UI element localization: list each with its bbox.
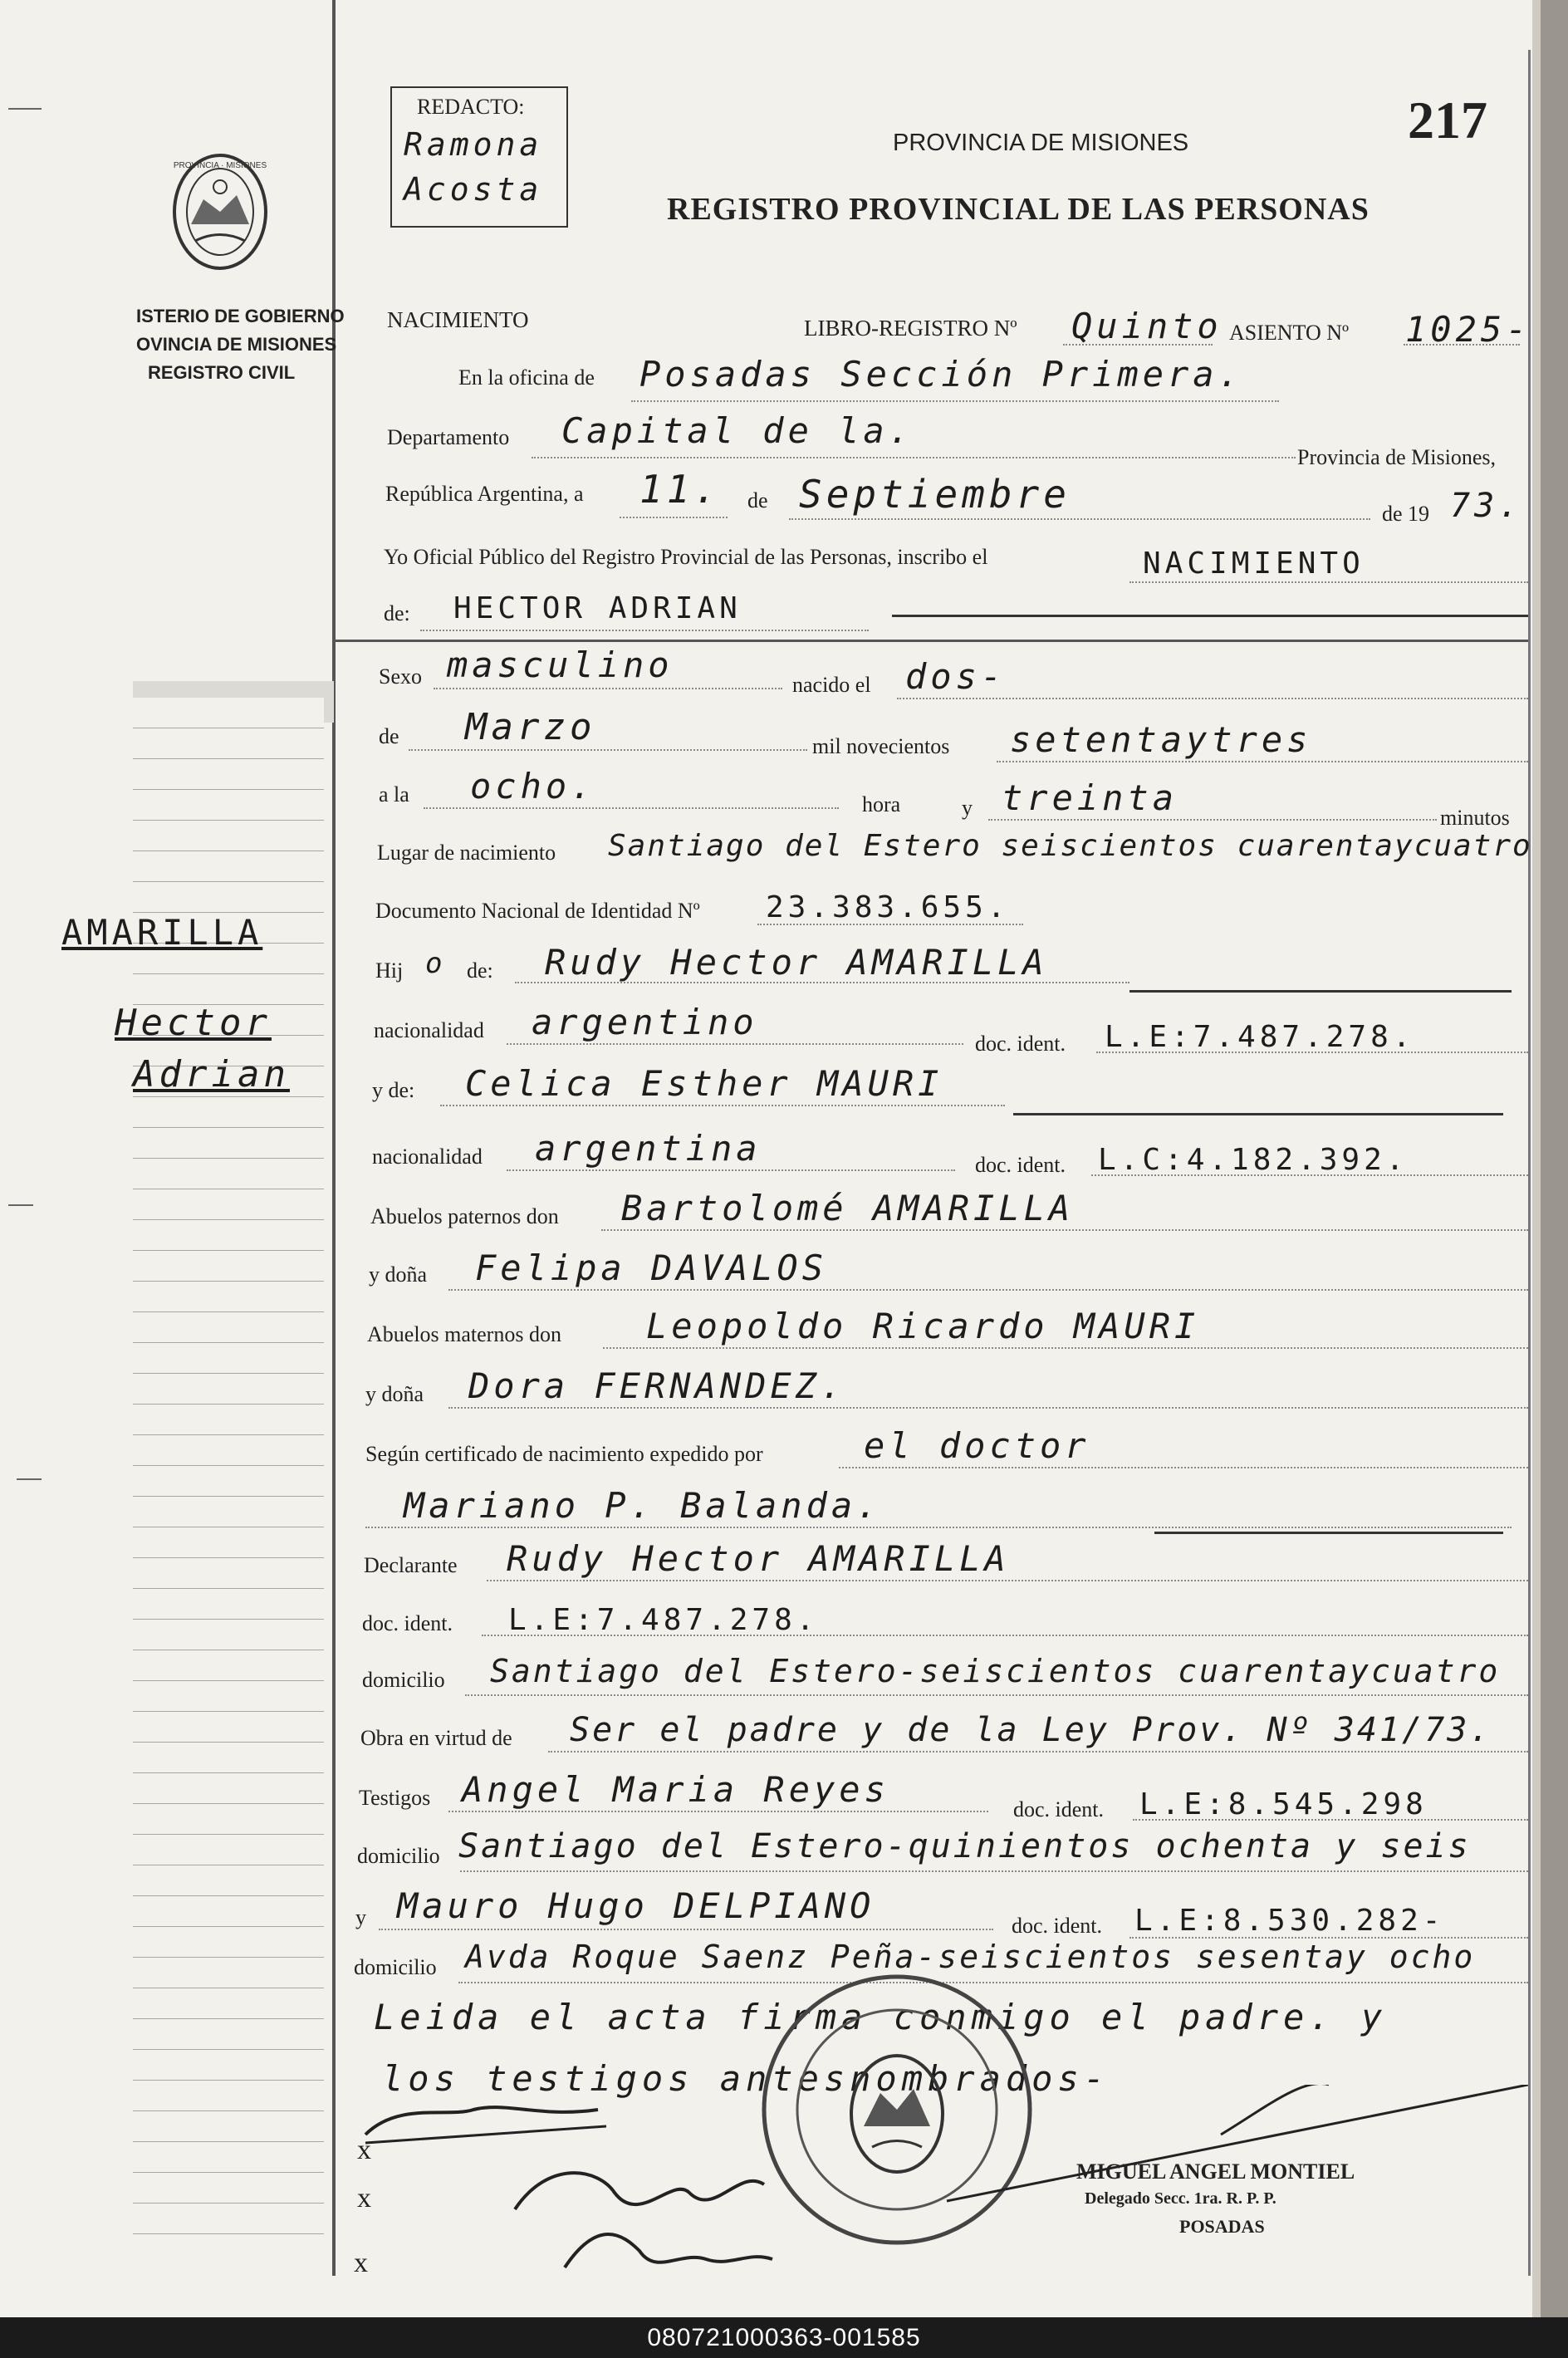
dni-value: 23.383.655. bbox=[766, 890, 1010, 924]
asiento-label: ASIENTO Nº bbox=[1229, 321, 1350, 345]
hora-label: hora bbox=[862, 792, 901, 816]
de-mes-label: de bbox=[379, 724, 399, 748]
nacido-label: nacido el bbox=[792, 673, 871, 697]
minutos-label: minutos bbox=[1440, 806, 1510, 830]
hijo-de-label: de: bbox=[467, 958, 493, 983]
margin-apellido: AMARILLA bbox=[61, 912, 263, 953]
doctor-value: Mariano P. Balanda. bbox=[404, 1485, 882, 1526]
asiento-value: 1025- bbox=[1405, 309, 1531, 350]
segun-value: el doctor bbox=[864, 1425, 1090, 1466]
province-title: PROVINCIA DE MISIONES bbox=[893, 130, 1189, 156]
margin-nombre-2: Adrian bbox=[133, 1053, 290, 1096]
declarante-value: Rudy Hector AMARILLA bbox=[507, 1538, 1010, 1579]
domicilio-testigo-2-value: Avda Roque Saenz Peña-seiscientos sesentay ocho bbox=[465, 1939, 1476, 1975]
redacto-name-1: Ramona bbox=[404, 126, 543, 163]
cross-mark-2: x bbox=[357, 2183, 371, 2213]
y-testigo-label: y bbox=[355, 1905, 366, 1929]
libro-value: Quinto bbox=[1071, 306, 1223, 346]
hijo-gender: o bbox=[425, 947, 447, 980]
redacto-name-2: Acosta bbox=[404, 171, 543, 208]
de-label: de bbox=[747, 488, 768, 512]
domicilio-value: Santiago del Estero-seiscientos cuarentaycuatro bbox=[490, 1653, 1501, 1689]
ala-label: a la bbox=[379, 782, 409, 806]
margin-nombre-1: Hector bbox=[115, 1002, 272, 1044]
abuelo-paterno-value: Bartolomé AMARILLA bbox=[621, 1188, 1075, 1228]
anio-label: de 19 bbox=[1382, 502, 1430, 526]
binding-mark bbox=[17, 1478, 42, 1480]
oficina-value: Posadas Sección Primera. bbox=[639, 354, 1243, 395]
testigo-2-doc-value: L.E:8.530.282- bbox=[1134, 1904, 1445, 1938]
obra-value: Ser el padre y de la Ley Prov. Nº 341/73. bbox=[570, 1711, 1492, 1749]
mil-value: setentaytres bbox=[1010, 719, 1312, 760]
nacionalidad-madre-value: argentina bbox=[535, 1128, 762, 1169]
declarante-doc-value: L.E:7.487.278. bbox=[508, 1603, 819, 1637]
departamento-label: Departamento bbox=[387, 425, 510, 449]
lugar-value: Santiago del Estero seiscientos cuarentaycuatro bbox=[608, 829, 1532, 863]
provincial-seal-icon bbox=[166, 150, 274, 282]
nacionalidad-madre-label: nacionalidad bbox=[372, 1145, 483, 1169]
record-type: NACIMIENTO bbox=[387, 307, 529, 332]
libro-label: LIBRO-REGISTRO Nº bbox=[804, 316, 1017, 341]
doc-padre-value: L.E:7.487.278. bbox=[1105, 1020, 1415, 1054]
de-nombre-label: de: bbox=[384, 601, 410, 625]
y-label: y bbox=[962, 796, 973, 820]
doc-ident-madre-label: doc. ident. bbox=[975, 1153, 1066, 1177]
sexo-value: masculino bbox=[447, 645, 674, 685]
inscribo-text: Yo Oficial Público del Registro Provincial de las Personas, inscribo el bbox=[384, 545, 988, 569]
signatory-name: MIGUEL ANGEL MONTIEL bbox=[1076, 2159, 1355, 2184]
leida-line-1: Leida el acta firma conmigo el padre. y bbox=[374, 1997, 1388, 2037]
mes-value: Septiembre bbox=[799, 472, 1071, 517]
mes-nacimiento-value: Marzo bbox=[465, 706, 596, 748]
padre-value: Rudy Hector AMARILLA bbox=[545, 942, 1048, 983]
registry-title: REGISTRO PROVINCIAL DE LAS PERSONAS bbox=[667, 192, 1370, 227]
cross-mark-1: x bbox=[357, 2135, 371, 2165]
binder-edge bbox=[1541, 0, 1568, 2317]
binding-mark bbox=[8, 108, 42, 110]
lugar-label: Lugar de nacimiento bbox=[377, 841, 556, 865]
abuela-paterna-value: Felipa DAVALOS bbox=[475, 1248, 828, 1288]
madre-value: Celica Esther MAURI bbox=[465, 1063, 943, 1104]
abuelo-materno-value: Leopoldo Ricardo MAURI bbox=[646, 1306, 1200, 1346]
nacionalidad-padre-label: nacionalidad bbox=[374, 1018, 484, 1042]
sexo-label: Sexo bbox=[379, 664, 422, 689]
minutos-value: treinta bbox=[1002, 777, 1178, 818]
abuelos-paternos-label: Abuelos paternos don bbox=[370, 1204, 559, 1228]
mil-label: mil novecientos bbox=[812, 734, 950, 758]
page-number: 217 bbox=[1408, 91, 1487, 150]
abuelos-maternos-label: Abuelos maternos don bbox=[367, 1322, 561, 1346]
ministry-line: ISTERIO DE GOBIERNO bbox=[136, 306, 345, 326]
inscribo-value: NACIMIENTO bbox=[1143, 547, 1365, 581]
cross-mark-3: x bbox=[354, 2248, 368, 2278]
republica-label: República Argentina, a bbox=[385, 482, 584, 506]
footer-id-bar: 080721000363-001585 bbox=[0, 2317, 1568, 2358]
obra-label: Obra en virtud de bbox=[360, 1726, 512, 1750]
province-line: OVINCIA DE MISIONES bbox=[136, 334, 337, 355]
testigo-1-value: Angel Maria Reyes bbox=[462, 1769, 889, 1810]
binding-mark bbox=[8, 1204, 33, 1206]
domicilio-testigo-2-label: domicilio bbox=[354, 1955, 437, 1979]
domicilio-testigo-1-value: Santiago del Estero-quinientos ochenta y seis bbox=[458, 1827, 1471, 1865]
testigos-label: Testigos bbox=[359, 1786, 431, 1810]
y-de-label: y de: bbox=[372, 1078, 415, 1102]
declarante-label: Declarante bbox=[364, 1553, 458, 1577]
domicilio-testigo-1-label: domicilio bbox=[357, 1844, 440, 1868]
signatory-role: Delegado Secc. 1ra. R. P. P. bbox=[1085, 2189, 1276, 2208]
departamento-value: Capital de la. bbox=[561, 410, 914, 451]
provincia-suffix: Provincia de Misiones, bbox=[1297, 445, 1497, 469]
testigo-2-doc-label: doc. ident. bbox=[1012, 1914, 1103, 1938]
y-dona-materna-label: y doña bbox=[365, 1382, 424, 1406]
oficina-label: En la oficina de bbox=[458, 365, 595, 390]
testigo-1-doc-label: doc. ident. bbox=[1013, 1797, 1105, 1821]
doc-madre-value: L.C:4.182.392. bbox=[1098, 1143, 1409, 1177]
signatory-city: POSADAS bbox=[1179, 2216, 1265, 2237]
hijo-label: Hij bbox=[375, 958, 404, 983]
testigo-1-doc-value: L.E:8.545.298 bbox=[1139, 1787, 1428, 1821]
declarante-doc-label: doc. ident. bbox=[362, 1611, 453, 1635]
right-border bbox=[1528, 50, 1531, 2276]
civil-registry-line: REGISTRO CIVIL bbox=[148, 362, 296, 383]
testigo-2-value: Mauro Hugo DELPIANO bbox=[397, 1885, 875, 1926]
nacionalidad-padre-value: argentino bbox=[532, 1002, 758, 1042]
abuela-materna-value: Dora FERNANDEZ. bbox=[468, 1365, 846, 1406]
nacido-value: dos- bbox=[905, 656, 1007, 697]
leida-line-2: los testigos antesnombrados- bbox=[382, 2058, 1110, 2099]
dni-label: Documento Nacional de Identidad Nº bbox=[375, 899, 700, 923]
anio-value: 73. bbox=[1450, 487, 1523, 525]
seal-text: PROVINCIA · MISIONES bbox=[173, 161, 267, 170]
y-dona-paterna-label: y doña bbox=[369, 1262, 428, 1287]
redacto-box bbox=[390, 86, 568, 228]
signatures-icon bbox=[349, 2085, 1528, 2301]
doc-ident-padre-label: doc. ident. bbox=[975, 1032, 1066, 1056]
dia-value: 11. bbox=[639, 467, 722, 512]
domicilio-label: domicilio bbox=[362, 1668, 445, 1692]
nombre-value: HECTOR ADRIAN bbox=[453, 591, 742, 625]
segun-label: Según certificado de nacimiento expedido por bbox=[365, 1442, 763, 1466]
redacto-label: REDACTO: bbox=[417, 95, 525, 119]
page-edge bbox=[1532, 0, 1541, 2317]
hora-value: ocho. bbox=[470, 766, 596, 806]
